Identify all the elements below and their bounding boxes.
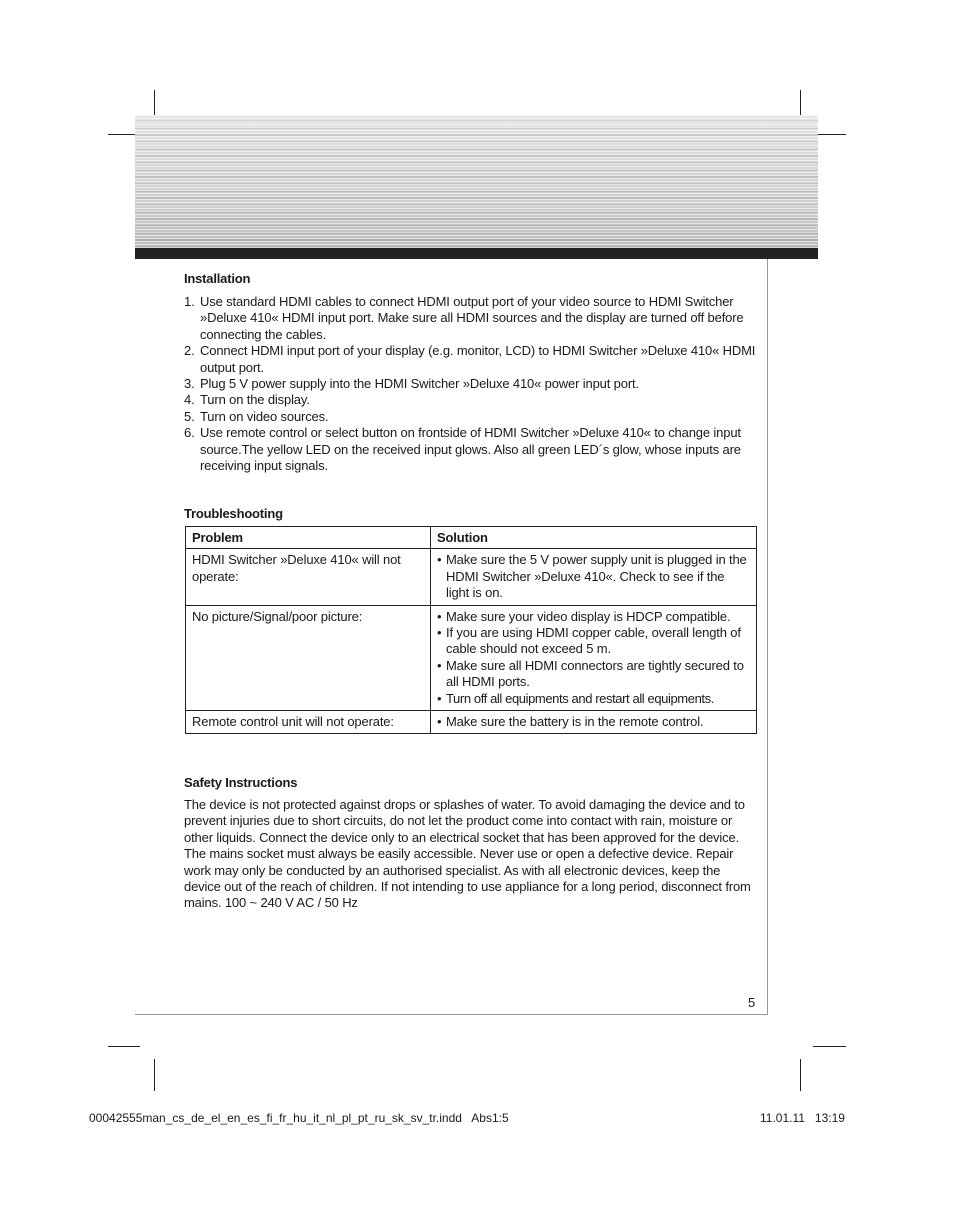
- header-bar: [135, 248, 818, 259]
- crop-mark: [800, 1059, 801, 1091]
- solution-item: • Make sure your video display is HDCP compatible.: [437, 609, 750, 625]
- list-item: [184, 343, 759, 376]
- table-header-row: [186, 527, 757, 549]
- step-number: 2.: [184, 343, 195, 359]
- crop-mark: [813, 1046, 846, 1047]
- step-number: 5.: [184, 408, 195, 424]
- step-text: Turn on the display.: [200, 392, 310, 408]
- crop-mark: [154, 1059, 155, 1091]
- table-row: [186, 711, 757, 734]
- solution-cell: [431, 605, 757, 710]
- safety-title: Safety Instructions: [184, 775, 298, 790]
- list-item: [184, 425, 759, 474]
- page-number: 5: [748, 995, 756, 1010]
- print-slug-date: 11.01.11 13:19: [760, 1111, 845, 1125]
- step-number: 3.: [184, 376, 195, 392]
- column-header-problem: Problem: [186, 527, 431, 549]
- step-text: Turn on video sources.: [200, 408, 329, 424]
- installation-title: Installation: [184, 271, 251, 286]
- solution-cell: [431, 711, 757, 734]
- list-item: [184, 294, 759, 343]
- solution-item: • Make sure the 5 V power supply unit is plugged in the HDMI Switcher »Deluxe 410«. Check to see if the light is on.: [437, 552, 750, 601]
- problem-cell: HDMI Switcher »Deluxe 410« will not operate:: [186, 549, 431, 605]
- solution-item: • Make sure the battery is in the remote control.: [437, 714, 750, 730]
- step-text: Connect HDMI input port of your display (e.g. monitor, LCD) to HDMI Switcher »Deluxe 410« HDMI output port.: [200, 343, 756, 375]
- header-banner: [135, 115, 818, 248]
- solution-item: • Turn off all equipments and restart all equipments.: [437, 691, 750, 707]
- list-item: [184, 376, 759, 392]
- step-number: 4.: [184, 392, 195, 408]
- troubleshooting-table: [185, 526, 757, 734]
- step-number: 1.: [184, 294, 195, 309]
- safety-text: The device is not protected against drops or splashes of water. To avoid damaging the device and to prevent injuries due to short circuits, do not let the product come into contact with rain, moisture or other liquids. Connect the device only to an electrical socket that has been approved for the device. The mains socket must always be easily accessible. Never use or open a defective device. Repair work may only be conducted by an authorised specialist. As with all electronic devices, keep the device out of the reach of children. If not intending to use appliance for a long period, disconnect from mains. 100 ~ 240 V AC / 50 Hz: [184, 797, 751, 911]
- problem-cell: Remote control unit will not operate:: [186, 711, 431, 734]
- solution-item: • Make sure all HDMI connectors are tightly secured to all HDMI ports.: [437, 658, 750, 691]
- problem-cell: No picture/Signal/poor picture:: [186, 605, 431, 710]
- page-right-rule: [767, 259, 768, 1014]
- crop-mark: [108, 1046, 140, 1047]
- step-text: Plug 5 V power supply into the HDMI Switcher »Deluxe 410« power input port.: [200, 376, 639, 392]
- step-text: Use standard HDMI cables to connect HDMI output port of your video source to HDMI Switcher »Deluxe 410« HDMI input port. Make sure all HDMI sources and the display are turned off before connecting the cables.: [200, 294, 744, 342]
- solution-item: • If you are using HDMI copper cable, overall length of cable should not exceed 5 m.: [437, 625, 750, 658]
- step-text: Use remote control or select button on frontside of HDMI Switcher »Deluxe 410« to change input source.The yellow LED on the received input glows. Also all green LED´s glow, whose inputs are receiving input signals.: [200, 425, 741, 474]
- page-bottom-rule: [135, 1014, 768, 1015]
- column-header-solution: Solution: [431, 527, 757, 549]
- table-row: [186, 549, 757, 605]
- print-slug-filename: 00042555man_cs_de_el_en_es_fi_fr_hu_it_nl_pl_pt_ru_sk_sv_tr.indd Abs1:5: [89, 1111, 509, 1125]
- solution-cell: [431, 549, 757, 605]
- troubleshooting-title: Troubleshooting: [184, 506, 283, 521]
- installation-steps: [184, 294, 759, 474]
- list-item: [184, 392, 759, 408]
- list-item: [184, 409, 759, 425]
- table-row: [186, 605, 757, 710]
- step-number: 6.: [184, 425, 195, 441]
